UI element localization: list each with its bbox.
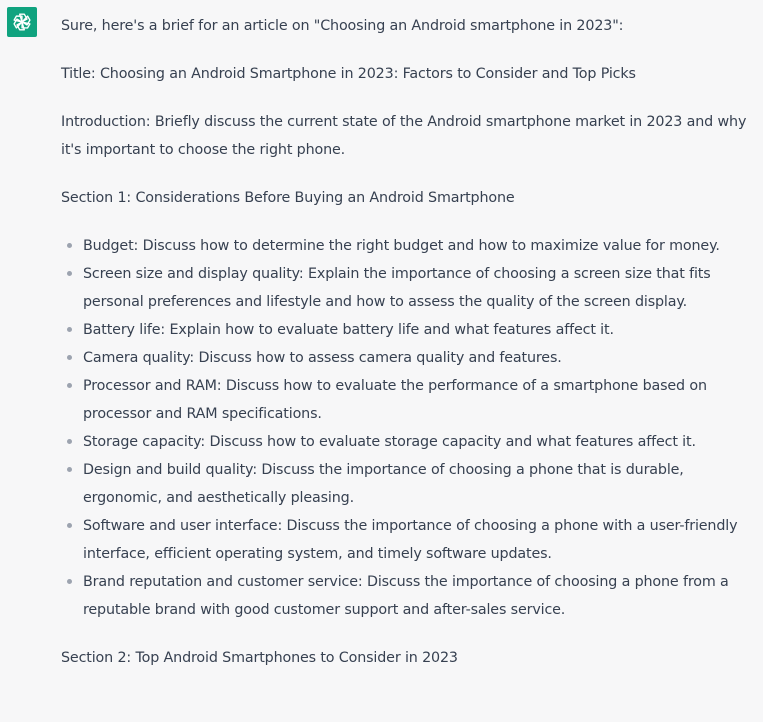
assistant-message-body <box>61 12 751 692</box>
assistant-avatar <box>7 7 37 37</box>
list-item-text: Brand reputation and customer service: Discuss the importance of choosing a phone from a reputable brand with good customer support and after-sales service. <box>83 574 729 618</box>
list-item <box>61 372 751 428</box>
bullet-icon <box>67 523 72 528</box>
list-item-text: Screen size and display quality: Explain the importance of choosing a screen size that fits personal preferences and lifestyle and how to assess the quality of the screen display. <box>83 266 711 310</box>
list-item <box>61 260 751 316</box>
bullet-icon <box>67 467 72 472</box>
list-item <box>61 344 751 372</box>
bullet-icon <box>67 271 72 276</box>
list-item-text: Budget: Discuss how to determine the right budget and how to maximize value for money. <box>83 238 720 254</box>
list-item <box>61 456 751 512</box>
article-title-line: Title: Choosing an Android Smartphone in 2023: Factors to Consider and Top Picks <box>61 66 636 82</box>
list-item-text: Software and user interface: Discuss the importance of choosing a phone with a user-friendly interface, efficient operating system, and timely software updates. <box>83 518 738 562</box>
bullet-icon <box>67 243 72 248</box>
bullet-icon <box>67 579 72 584</box>
bullet-icon <box>67 439 72 444</box>
bullet-icon <box>67 327 72 332</box>
list-item <box>61 512 751 568</box>
considerations-list <box>61 232 751 624</box>
list-item <box>61 316 751 344</box>
list-item <box>61 568 751 624</box>
list-item <box>61 428 751 456</box>
list-item-text: Processor and RAM: Discuss how to evaluate the performance of a smartphone based on processor and RAM specifications. <box>83 378 707 422</box>
list-item-text: Design and build quality: Discuss the importance of choosing a phone that is durable, ergonomic, and aesthetically pleasing. <box>83 462 684 506</box>
openai-logo-icon <box>11 11 33 33</box>
section-2-heading: Section 2: Top Android Smartphones to Consider in 2023 <box>61 650 458 666</box>
section-1-heading: Section 1: Considerations Before Buying an Android Smartphone <box>61 190 515 206</box>
list-item <box>61 232 751 260</box>
list-item-text: Storage capacity: Discuss how to evaluate storage capacity and what features affect it. <box>83 434 696 450</box>
introduction-paragraph: Introduction: Briefly discuss the current state of the Android smartphone market in 2023 and why it's important to choose the right phone. <box>61 114 747 158</box>
bullet-icon <box>67 383 72 388</box>
bullet-icon <box>67 355 72 360</box>
intro-line: Sure, here's a brief for an article on "Choosing an Android smartphone in 2023": <box>61 18 624 34</box>
list-item-text: Camera quality: Discuss how to assess camera quality and features. <box>83 350 562 366</box>
list-item-text: Battery life: Explain how to evaluate battery life and what features affect it. <box>83 322 614 338</box>
